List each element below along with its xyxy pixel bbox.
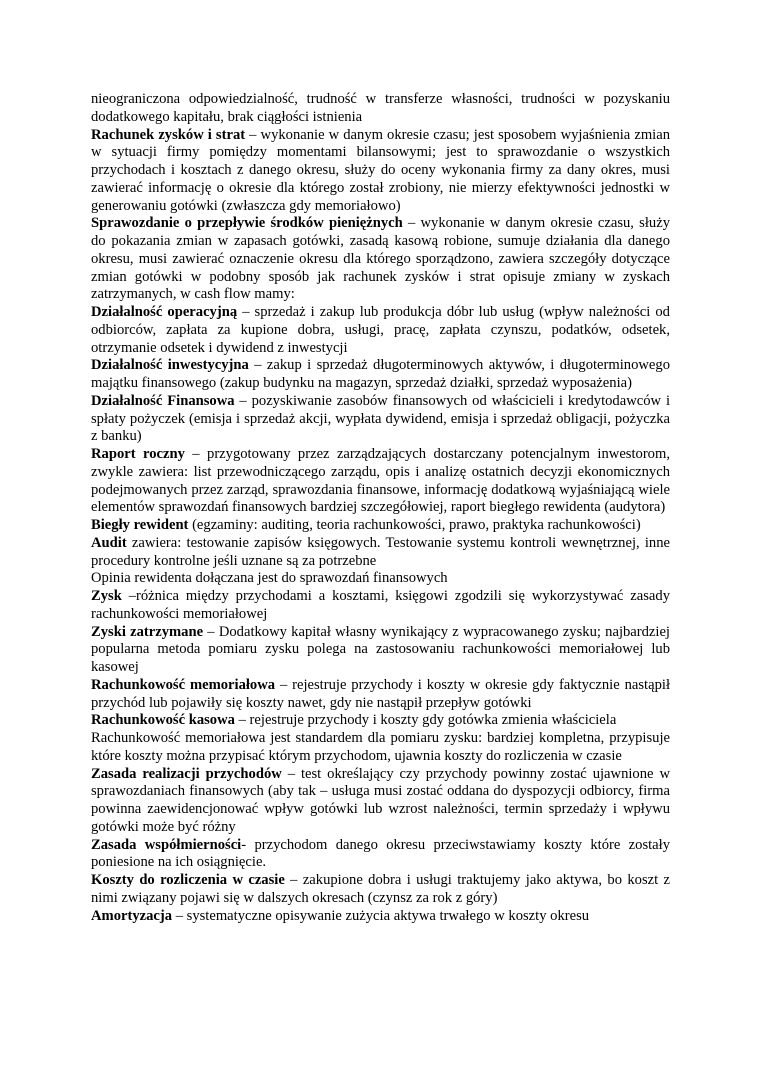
paragraph-text: – rejestruje przychody i koszty gdy gotówka zmienia właściciela bbox=[234, 712, 617, 729]
paragraph-8 bbox=[91, 535, 670, 571]
term-heading: Amortyzacja bbox=[91, 907, 173, 924]
term-heading: Działalność operacyjną bbox=[91, 304, 238, 320]
paragraph-12 bbox=[91, 677, 670, 713]
paragraph-text: – rejestruje przychody i koszty w okresie gdy faktycznie nastąpił przychód lub pojawiły się koszty nawet, gdy nie nastąpił przepływ gotówki bbox=[91, 676, 670, 711]
paragraph-text: – systematyczne opisywanie zużycia aktywa trwałego w koszty okresu bbox=[172, 907, 590, 924]
term-heading: Działalność inwestycyjna bbox=[91, 357, 249, 374]
paragraph-5 bbox=[91, 393, 670, 446]
paragraph-text: –różnica między przychodami a kosztami, księgowi zgodzili się wykorzystywać zasady rachunkowości memoriałowej bbox=[91, 588, 670, 622]
paragraph-9 bbox=[91, 570, 670, 588]
paragraph-1 bbox=[91, 127, 670, 216]
paragraph-18 bbox=[91, 908, 670, 926]
paragraph-17 bbox=[91, 872, 670, 908]
paragraph-0 bbox=[91, 91, 670, 127]
paragraph-text: nieograniczona odpowiedzialność, trudność w transferze własności, trudności w pozyskaniu dodatkowego kapitału, brak ciągłości istnienia bbox=[91, 91, 670, 125]
document-page bbox=[91, 91, 670, 925]
paragraph-text: – test określający czy przychody powinny zostać ujawnione w sprawozdaniach finansowych (aby tak – usługa musi zostać oddana do dyspozycji odbiorcy, firma powinna zaewidencjonować wpływ gotówki lub wzrost należności, termin sprzedaży i wpływu gotówki może być różny bbox=[91, 765, 670, 835]
term-heading: Zyski zatrzymane bbox=[91, 623, 204, 640]
paragraph-text: Opinia rewidenta dołączana jest do sprawozdań finansowych bbox=[91, 570, 448, 587]
paragraph-2 bbox=[91, 215, 670, 304]
paragraph-text: – sprzedaż i zakup lub produkcja dóbr lub usług (wpływ należności od odbiorców, zapłata za kupione dobra, usługi, pracę, zapłata czynszu, podatków, odsetek, otrzymanie odsetek i dywidend z inwestycji bbox=[91, 304, 670, 356]
paragraph-text: – wykonanie w danym okresie czasu; jest sposobem wyjaśnienia zmian w sytuacji firmy pomiędzy momentami bilansowymi; jest to sprawozdanie o wszystkich przychodach i kosztach z danego okresu, służy do oceny wykonania firmy za dany okres, musi zawierać informację o okresie dla którego został zrobiony, nie mierzy efektywności jednostki w generowaniu gotówki (zwłaszcza gdy memoriałowo) bbox=[91, 126, 670, 214]
paragraph-3 bbox=[91, 304, 670, 357]
term-heading: Zasada realizacji przychodów bbox=[91, 765, 282, 782]
paragraph-text: – zakupione dobra i usługi traktujemy jako aktywa, bo koszt z nimi związany pojawi się w dalszych okresach (czynsz za rok z góry) bbox=[91, 872, 670, 906]
term-heading: Koszty do rozliczenia w czasie bbox=[91, 872, 285, 888]
term-heading: Audit bbox=[91, 534, 127, 551]
paragraph-14 bbox=[91, 730, 670, 766]
term-heading: Sprawozdanie o przepływie środków pieniężnych bbox=[91, 215, 403, 232]
paragraph-text: - przychodom danego okresu przeciwstawiamy koszty które zostały poniesione na ich osiągnięcie. bbox=[91, 836, 671, 871]
paragraph-text: zawiera: testowanie zapisów księgowych. Testowanie systemu kontroli wewnętrznej, inne procedury kontrolne jeśli uznane są za potrzebne bbox=[91, 534, 670, 569]
term-heading: Rachunkowość kasowa bbox=[91, 712, 235, 729]
paragraph-13 bbox=[91, 712, 670, 730]
paragraph-text: – Dodatkowy kapitał własny wynikający z wypracowanego zysku; najbardziej popularna metoda pomiaru zysku polega na zastosowaniu rachunkowości memoriałowej lub kasowej bbox=[91, 623, 670, 675]
paragraph-11 bbox=[91, 624, 670, 677]
term-heading: Biegły rewident bbox=[91, 517, 189, 533]
paragraph-16 bbox=[91, 837, 670, 873]
term-heading: Zasada współmierności bbox=[91, 836, 242, 853]
term-heading: Raport roczny bbox=[91, 446, 185, 462]
paragraph-text: – pozyskiwanie zasobów finansowych od właścicieli i kredytodawców i spłaty pożyczek (emisja i sprzedaż akcji, wypłata dywidend, emisja i sprzedaż obligacji, pożyczka z banku) bbox=[91, 392, 670, 445]
paragraph-6 bbox=[91, 446, 670, 517]
term-heading: Rachunek zysków i strat bbox=[91, 126, 246, 143]
paragraph-text: – przygotowany przez zarządzających dostarczany potencjalnym inwestorom, zwykle zawiera: list przewodniczącego zarządu, opis i analizę ostatnich decyzji ekonomicznych podejmowanych przez zarząd, sprawozdania finansowe, informację dodatkową wyjaśniającą wiele elementów sprawozdań finansowych bardziej szczegółowiej, raport biegłego rewidenta (audytora) bbox=[91, 446, 670, 516]
term-heading: Zysk bbox=[91, 588, 122, 604]
paragraph-text: Rachunkowość memoriałowa jest standardem dla pomiaru zysku: bardziej kompletna, przypisuje które koszty można przypisać którym przychodom, ujawnia koszty do rozliczenia w czasie bbox=[91, 730, 670, 764]
paragraph-4 bbox=[91, 357, 670, 393]
paragraph-7 bbox=[91, 517, 670, 535]
paragraph-15 bbox=[91, 766, 670, 837]
term-heading: Rachunkowość memoriałowa bbox=[91, 676, 276, 693]
term-heading: Działalność Finansowa bbox=[91, 392, 235, 409]
paragraph-text: – wykonanie w danym okresie czasu, służy do pokazania zmian w zapasach gotówki, zasadą kasową robione, sumuje działania dla danego okresu, musi zawierać oznaczenie okresu dla którego sporządzono, zawiera szczegóły dotyczące zmian gotówki w podobny sposób jak rachunek zysków i strat opisuje zmiany w zyskach zatrzymanych, w cash flow mamy: bbox=[91, 215, 670, 303]
paragraph-10 bbox=[91, 588, 670, 624]
paragraph-text: – zakup i sprzedaż długoterminowych aktywów, i długoterminowego majątku finansowego (zakup budynku na magazyn, sprzedaż działki, sprzedaż wyposażenia) bbox=[91, 357, 670, 391]
paragraph-text: (egzaminy: auditing, teoria rachunkowości, prawo, praktyka rachunkowości) bbox=[188, 517, 641, 533]
